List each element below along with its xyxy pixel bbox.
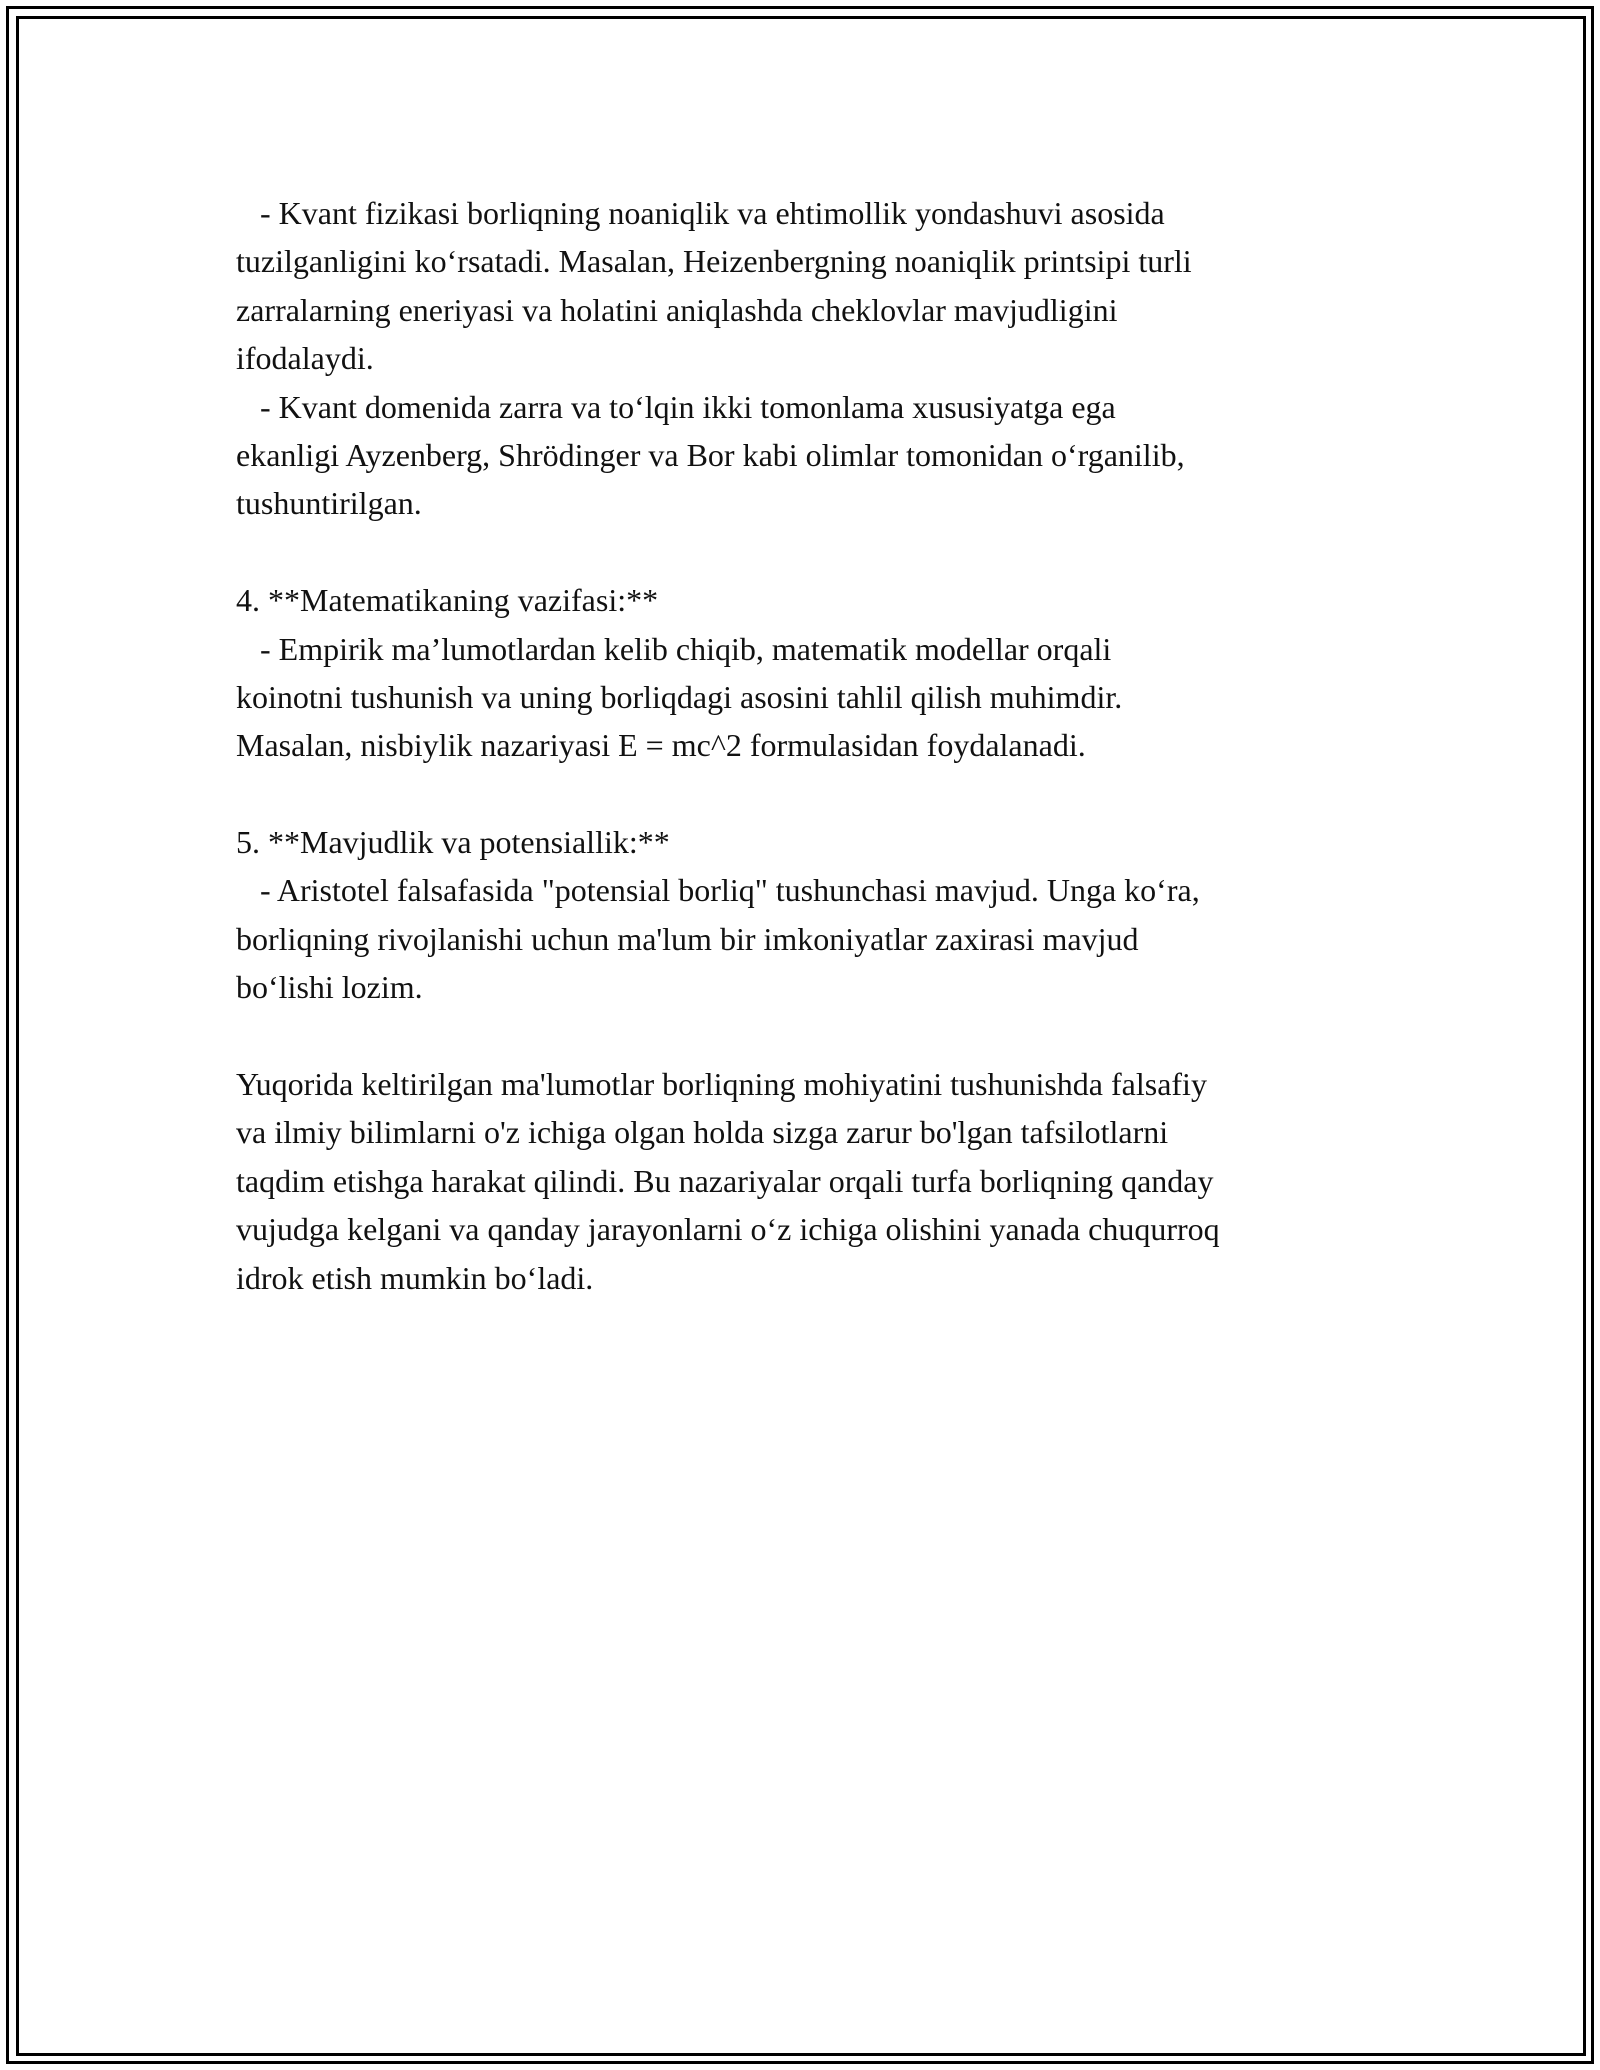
section-heading: 4. **Matematikaning vazifasi:** — [236, 582, 659, 619]
paragraph-spacer — [236, 528, 1376, 576]
text-line: koinotni tushunish va uning borliqdagi asosini tahlil qilish muhimdir. — [236, 678, 1123, 715]
text-line: vujudga kelgani va qanday jarayonlarni o‘z ichiga olishini yanada chuqurroq — [236, 1211, 1220, 1248]
text-line: - Kvant fizikasi borliqning noaniqlik va ehtimollik yondashuvi asosida — [236, 195, 1165, 231]
section-matematikaning-vazifasi — [236, 576, 1376, 770]
document-body — [236, 189, 1376, 1302]
paragraph-spacer — [236, 1012, 1376, 1060]
text-line: bo‘lishi lozim. — [236, 969, 423, 1006]
text-line: zarralarning eneriyasi va holatini aniqlashda cheklovlar mavjudligini — [236, 291, 1118, 328]
text-line: - Kvant domenida zarra va to‘lqin ikki tomonlama xususiyatga ega — [236, 388, 1116, 425]
text-line: tuzilganligini ko‘rsatadi. Masalan, Heizenbergning noaniqlik printsipi turli — [236, 243, 1192, 280]
text-line: taqdim etishga harakat qilindi. Bu nazariyalar orqali turfa borliqning qanday — [236, 1162, 1214, 1199]
text-line: borliqning rivojlanishi uchun ma'lum bir imkoniyatlar zaxirasi mavjud — [236, 920, 1139, 957]
text-line: - Empirik ma’lumotlardan kelib chiqib, matematik modellar orqali — [236, 630, 1112, 667]
paragraph-kvant-fizikasi — [236, 189, 1376, 528]
text-line: - Aristotel falsafasida "potensial borliq" tushunchasi mavjud. Unga ko‘ra, — [236, 872, 1200, 909]
section-mavjudlik-va-potensiallik — [236, 818, 1376, 1012]
text-line: tushuntirilgan. — [236, 485, 422, 522]
paragraph-conclusion — [236, 1060, 1376, 1302]
text-line: Masalan, nisbiylik nazariyasi E = mc^2 formulasidan foydalanadi. — [236, 727, 1086, 764]
text-line: va ilmiy bilimlarni o'z ichiga olgan holda sizga zarur bo'lgan tafsilotlarni — [236, 1114, 1169, 1151]
text-line: Yuqorida keltirilgan ma'lumotlar borliqning mohiyatini tushunishda falsafiy — [236, 1066, 1207, 1103]
paragraph-spacer — [236, 770, 1376, 818]
section-heading: 5. **Mavjudlik va potensiallik:** — [236, 824, 670, 861]
text-line: idrok etish mumkin bo‘ladi. — [236, 1259, 594, 1296]
text-line: ekanligi Ayzenberg, Shrödinger va Bor kabi olimlar tomonidan o‘rganilib, — [236, 436, 1185, 473]
text-line: ifodalaydi. — [236, 340, 374, 377]
